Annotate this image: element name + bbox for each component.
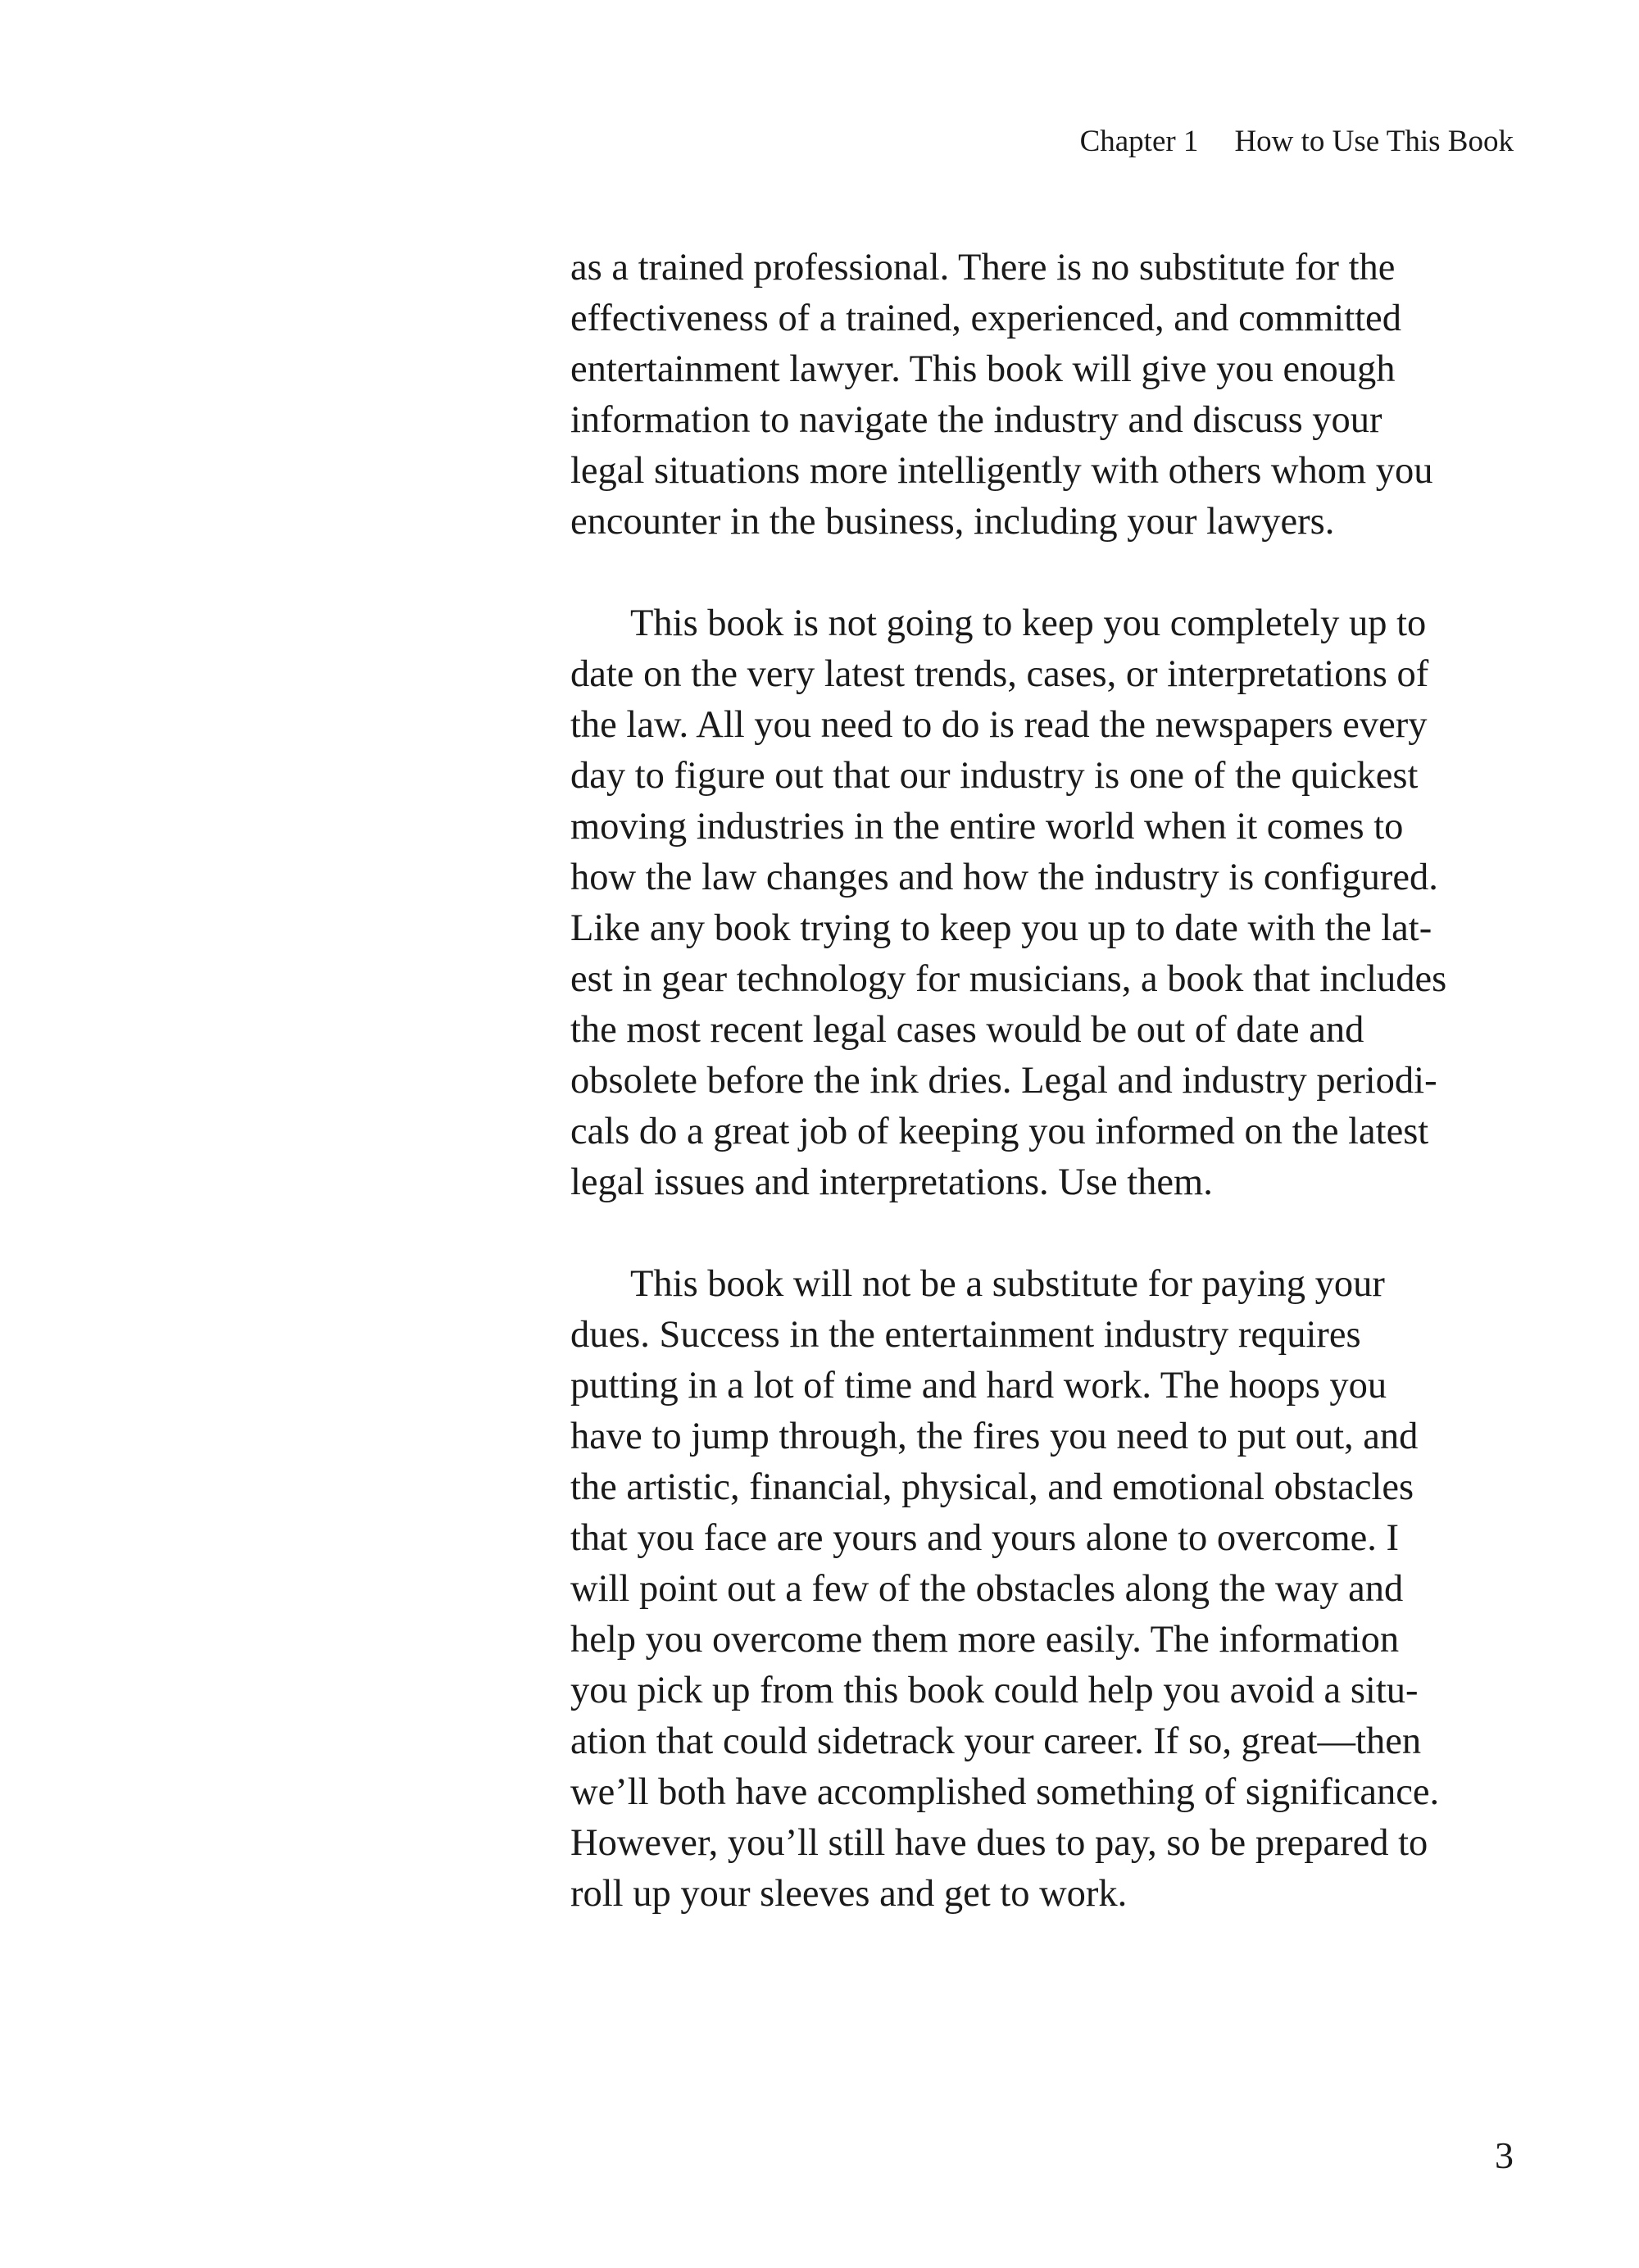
text-line: roll up your sleeves and get to work. [570, 1873, 1128, 1915]
text-line: that you face are yours and yours alone to overcome. I [570, 1517, 1399, 1559]
body-text [570, 243, 1521, 1920]
text-line: as a trained professional. There is no substitute for the [570, 247, 1396, 289]
text-line: However, you’ll still have dues to pay, so be prepared to [570, 1822, 1428, 1864]
text-line: This book will not be a substitute for paying your [630, 1263, 1385, 1305]
text-line: effectiveness of a trained, experienced, and committed [570, 298, 1401, 339]
running-header [1080, 121, 1514, 162]
text-line: will point out a few of the obstacles along the way and [570, 1568, 1404, 1610]
text-line: legal issues and interpretations. Use them. [570, 1161, 1213, 1203]
text-line: obsolete before the ink dries. Legal and industry periodi- [570, 1060, 1437, 1102]
text-line: the law. All you need to do is read the newspapers every [570, 704, 1428, 746]
text-line: the artistic, financial, physical, and emotional obstacles [570, 1466, 1414, 1508]
text-line: you pick up from this book could help you avoid a situ- [570, 1670, 1419, 1711]
page-number: 3 [1495, 2134, 1514, 2176]
text-line: ation that could sidetrack your career. If so, great—then [570, 1720, 1422, 1762]
chapter-label: Chapter 1 [1079, 125, 1199, 158]
paragraph-2 [570, 598, 1521, 1208]
text-line: Like any book trying to keep you up to date with the lat- [570, 907, 1432, 949]
text-line: legal situations more intelligently with others whom you [570, 450, 1433, 492]
text-line: entertainment lawyer. This book will give you enough [570, 348, 1396, 390]
text-line: we’ll both have accomplished something of significance. [570, 1771, 1440, 1813]
text-line: cals do a great job of keeping you informed on the latest [570, 1111, 1429, 1152]
text-line: putting in a lot of time and hard work. The hoops you [570, 1365, 1387, 1407]
text-line: date on the very latest trends, cases, or interpretations of [570, 653, 1429, 695]
text-line: encounter in the business, including your lawyers. [570, 501, 1335, 543]
text-line: This book is not going to keep you completely up to [630, 602, 1427, 644]
text-line: how the law changes and how the industry is configured. [570, 857, 1438, 898]
text-line: day to figure out that our industry is one of the quickest [570, 755, 1419, 797]
paragraph-3 [570, 1259, 1521, 1920]
text-line: have to jump through, the fires you need to put out, and [570, 1416, 1419, 1457]
text-line: the most recent legal cases would be out of date and [570, 1009, 1364, 1051]
chapter-title: How to Use This Book [1234, 125, 1514, 158]
text-line: moving industries in the entire world when it comes to [570, 806, 1404, 848]
text-line: information to navigate the industry and discuss your [570, 399, 1382, 441]
text-line: help you overcome them more easily. The information [570, 1619, 1400, 1661]
text-line: est in gear technology for musicians, a book that includes [570, 958, 1447, 1000]
paragraph-1 [570, 243, 1521, 548]
text-line: dues. Success in the entertainment industry requires [570, 1314, 1361, 1356]
